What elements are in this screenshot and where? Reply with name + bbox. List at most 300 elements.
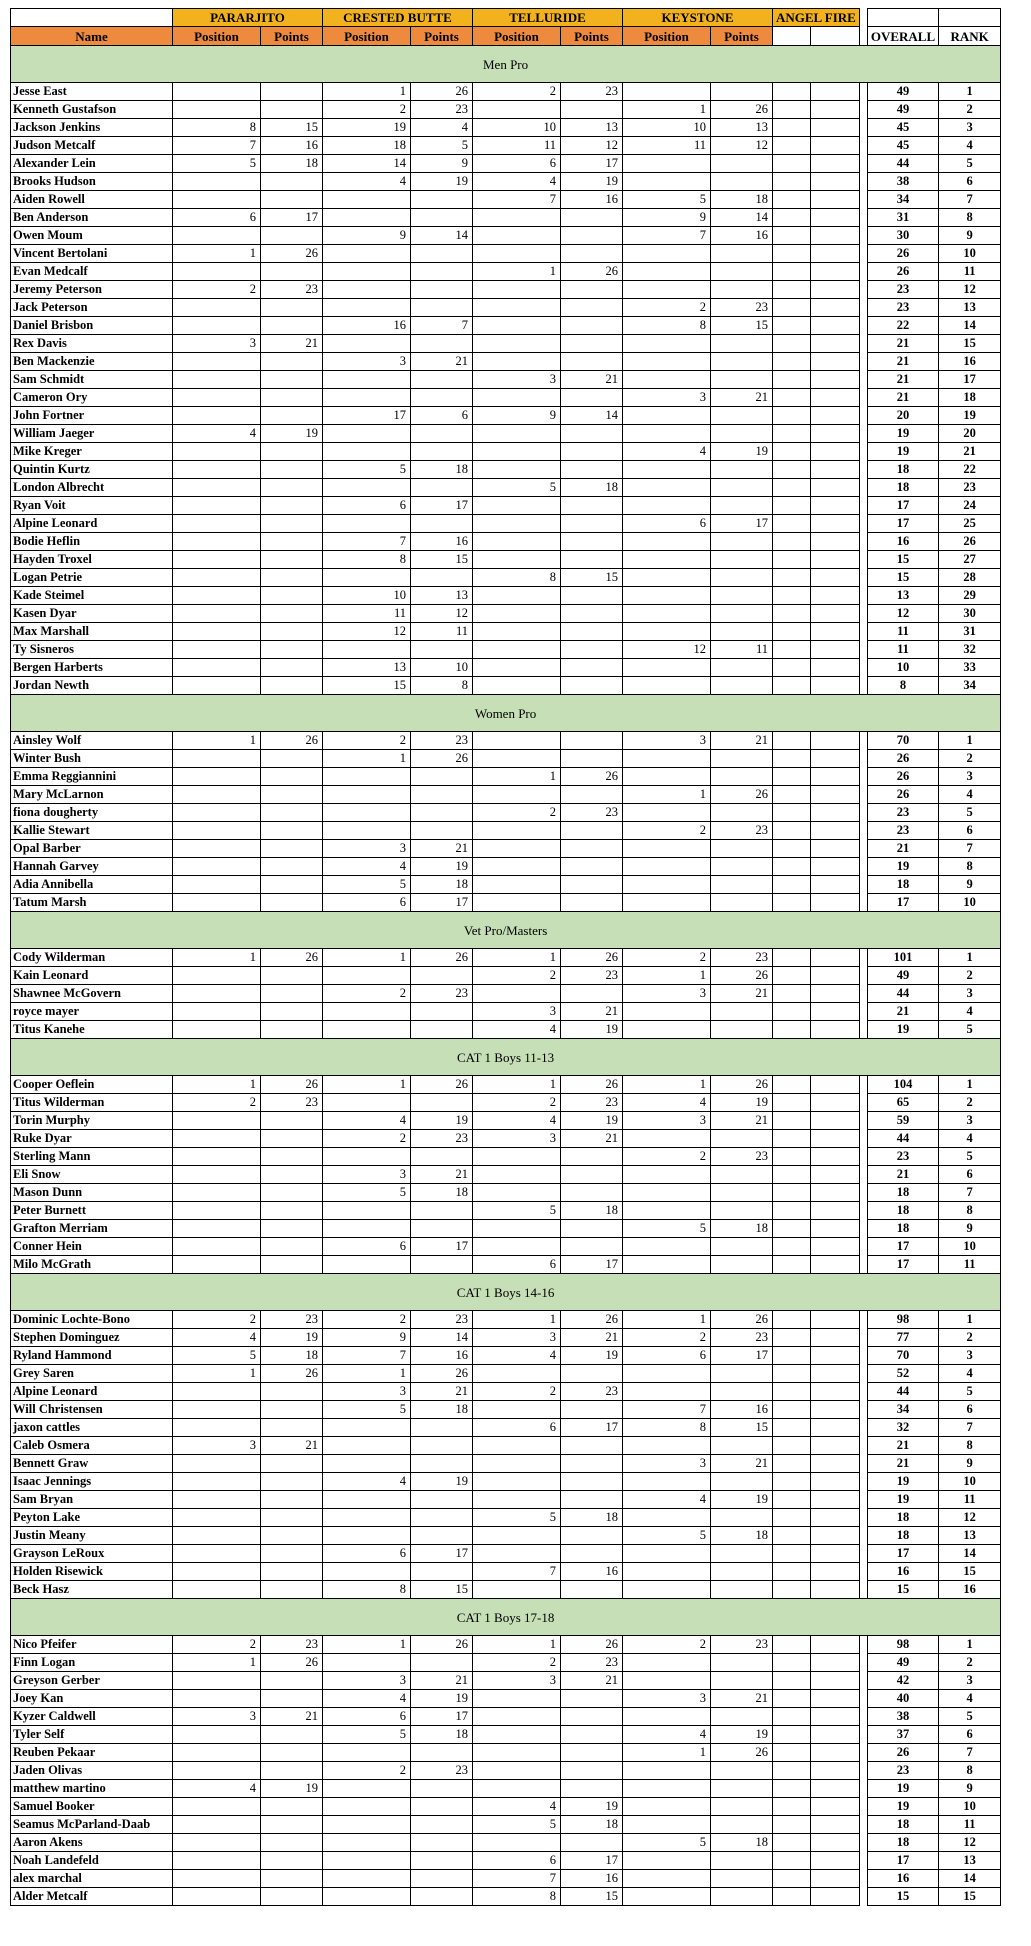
points-cell: 26 [711,967,773,985]
points-cell: 26 [561,1311,623,1329]
rider-name: Sam Bryan [11,1491,173,1509]
position-cell [773,1003,811,1021]
position-cell [323,768,411,786]
points-cell [411,515,473,533]
position-cell [173,1672,261,1690]
position-cell [773,786,811,804]
points-cell [261,1003,323,1021]
position-cell [473,587,561,605]
rank: 10 [939,245,1001,263]
rank: 8 [939,1202,1001,1220]
points-cell [261,858,323,876]
overall-points: 26 [867,750,938,768]
overall-points: 98 [867,1311,938,1329]
points-cell [811,1184,860,1202]
position-cell: 1 [473,949,561,967]
position-cell: 4 [623,1094,711,1112]
points-cell: 26 [261,732,323,750]
position-cell [773,389,811,407]
position-cell [773,1473,811,1491]
position-cell [773,191,811,209]
position-cell [773,623,811,641]
rank: 6 [939,822,1001,840]
position-cell: 5 [173,155,261,173]
position-cell: 19 [323,119,411,137]
points-cell [411,1509,473,1527]
points-cell [711,461,773,479]
position-cell [323,822,411,840]
points-cell [411,1744,473,1762]
position-cell: 15 [323,677,411,695]
position-cell: 11 [323,605,411,623]
overall-points: 8 [867,677,938,695]
table-row [11,1726,1001,1744]
points-cell [411,1094,473,1112]
points-cell [811,1852,860,1870]
spacer-cell [859,822,867,840]
rider-name: Nico Pfeifer [11,1636,173,1654]
table-row [11,173,1001,191]
position-cell [173,659,261,677]
position-cell [473,281,561,299]
position-cell [773,335,811,353]
points-cell: 14 [411,1329,473,1347]
points-cell [561,985,623,1003]
points-cell [811,443,860,461]
points-cell [261,353,323,371]
position-cell: 4 [173,425,261,443]
position-cell [173,407,261,425]
position-cell [323,371,411,389]
points-cell [261,623,323,641]
points-cell [811,425,860,443]
table-row [11,732,1001,750]
spacer-cell [859,335,867,353]
points-cell [561,677,623,695]
points-cell: 23 [561,967,623,985]
points-cell [811,1329,860,1347]
position-cell [173,1762,261,1780]
rider-name: Brooks Hudson [11,173,173,191]
points-cell [261,1690,323,1708]
points-cell: 5 [411,137,473,155]
position-cell: 6 [473,1852,561,1870]
position-cell [323,479,411,497]
position-cell [473,732,561,750]
position-cell: 12 [623,641,711,659]
position-cell [173,1112,261,1130]
position-cell [773,587,811,605]
points-cell [711,335,773,353]
rider-name: Max Marshall [11,623,173,641]
table-row [11,768,1001,786]
position-cell: 6 [473,1419,561,1437]
position-cell [623,623,711,641]
position-cell [323,515,411,533]
position-cell [473,1545,561,1563]
points-cell [411,191,473,209]
position-cell: 3 [623,1690,711,1708]
position-cell [173,263,261,281]
points-cell [711,569,773,587]
points-cell [711,371,773,389]
rider-name: Cody Wilderman [11,949,173,967]
overall-points: 20 [867,407,938,425]
points-cell [261,479,323,497]
spacer-cell [859,1744,867,1762]
rank: 8 [939,858,1001,876]
points-cell [711,768,773,786]
overall-points: 21 [867,389,938,407]
position-cell [773,1256,811,1274]
position-cell: 2 [173,1094,261,1112]
table-row [11,1852,1001,1870]
points-cell [811,1021,860,1039]
spacer-cell [859,479,867,497]
points-cell [711,677,773,695]
rider-name: Ty Sisneros [11,641,173,659]
table-row [11,281,1001,299]
position-cell [323,1094,411,1112]
position-cell: 1 [323,1636,411,1654]
table-row [11,137,1001,155]
table-row [11,587,1001,605]
position-cell [773,1419,811,1437]
rider-name: Kasen Dyar [11,605,173,623]
position-cell [773,732,811,750]
points-cell [261,551,323,569]
points-cell [411,371,473,389]
points-cell [261,317,323,335]
position-cell: 1 [473,1636,561,1654]
points-cell [561,1148,623,1166]
points-cell [261,443,323,461]
position-cell [623,1021,711,1039]
spacer-cell [859,1654,867,1672]
position-cell [173,605,261,623]
points-cell [411,1563,473,1581]
rider-name: Adia Annibella [11,876,173,894]
table-row [11,1780,1001,1798]
position-cell: 7 [473,1563,561,1581]
spacer-cell [859,263,867,281]
position-cell [773,1780,811,1798]
overall-points: 34 [867,1401,938,1419]
spacer-cell [859,1798,867,1816]
overall-points: 17 [867,1852,938,1870]
points-cell: 21 [261,1437,323,1455]
rider-name: John Fortner [11,407,173,425]
table-row [11,1383,1001,1401]
points-cell: 23 [561,83,623,101]
points-cell [261,677,323,695]
points-cell: 23 [261,1636,323,1654]
position-cell [173,1021,261,1039]
position-cell [773,1654,811,1672]
table-row [11,119,1001,137]
overall-points: 101 [867,949,938,967]
overall-points: 19 [867,1780,938,1798]
position-cell: 1 [173,1365,261,1383]
table-row [11,1238,1001,1256]
position-cell [773,479,811,497]
points-cell [261,1184,323,1202]
position-cell [623,1545,711,1563]
venue-telluride: TELLURIDE [473,9,623,27]
overall-points: 77 [867,1329,938,1347]
overall-points: 19 [867,1491,938,1509]
position-cell [623,1852,711,1870]
position-cell [173,1726,261,1744]
overall-points: 23 [867,1148,938,1166]
points-cell [811,1473,860,1491]
spacer-cell [859,1690,867,1708]
overall-points: 40 [867,1690,938,1708]
spacer-cell [859,1401,867,1419]
points-cell: 19 [711,1491,773,1509]
table-row [11,1003,1001,1021]
points-cell [561,1527,623,1545]
overall-points: 17 [867,1256,938,1274]
spacer-cell [859,876,867,894]
spacer-cell [859,768,867,786]
rider-name: Peter Burnett [11,1202,173,1220]
position-cell: 3 [623,732,711,750]
points-cell: 17 [411,1238,473,1256]
rank: 13 [939,1852,1001,1870]
points-cell [811,1166,860,1184]
position-cell [173,389,261,407]
position-cell [323,335,411,353]
overall-points: 19 [867,425,938,443]
position-cell: 1 [173,1076,261,1094]
venue-header-blank [11,9,173,27]
position-cell [623,1870,711,1888]
position-cell: 6 [173,209,261,227]
points-cell: 19 [411,173,473,191]
points-cell [711,1509,773,1527]
position-cell [773,1726,811,1744]
rank: 4 [939,1690,1001,1708]
position-cell: 4 [623,1726,711,1744]
rider-name: Kyzer Caldwell [11,1708,173,1726]
points-cell: 17 [261,209,323,227]
spacer-cell [859,1365,867,1383]
rank: 5 [939,1708,1001,1726]
category-header [11,1039,1001,1076]
points-cell [261,1581,323,1599]
spacer-cell [859,985,867,1003]
overall-points: 23 [867,299,938,317]
category-title: CAT 1 Boys 14-16 [11,1274,1001,1311]
overall-points: 21 [867,371,938,389]
points-cell [711,1852,773,1870]
points-cell [711,533,773,551]
points-cell: 23 [261,1094,323,1112]
position-cell [773,1130,811,1148]
points-cell [261,1256,323,1274]
position-cell: 2 [173,281,261,299]
points-cell [411,1888,473,1906]
position-cell [773,1347,811,1365]
position-cell [773,1636,811,1654]
position-cell: 2 [623,1329,711,1347]
rank: 19 [939,407,1001,425]
position-cell [473,894,561,912]
position-cell [473,1762,561,1780]
points-cell [811,209,860,227]
overall-points: 26 [867,263,938,281]
position-cell [623,281,711,299]
points-cell [561,587,623,605]
position-cell: 5 [323,1184,411,1202]
points-cell [711,858,773,876]
position-cell: 4 [323,1690,411,1708]
points-cell: 21 [711,732,773,750]
rider-name: Owen Moum [11,227,173,245]
points-cell [411,209,473,227]
table-row [11,533,1001,551]
position-cell [773,515,811,533]
rider-name: Kade Steimel [11,587,173,605]
rider-name: Judson Metcalf [11,137,173,155]
position-cell [623,840,711,858]
position-cell [473,1455,561,1473]
rider-name: Torin Murphy [11,1112,173,1130]
rider-name: Alexander Lein [11,155,173,173]
position-cell [473,461,561,479]
table-row [11,317,1001,335]
points-cell: 4 [411,119,473,137]
points-cell [261,1870,323,1888]
position-cell [173,750,261,768]
points-cell [261,461,323,479]
spacer-cell [859,587,867,605]
points-cell [711,894,773,912]
spacer-cell [859,353,867,371]
overall-points: 11 [867,623,938,641]
rider-name: Seamus McParland-Daab [11,1816,173,1834]
position-cell [773,1708,811,1726]
points-cell [711,605,773,623]
position-cell: 1 [473,1076,561,1094]
rider-name: royce mayer [11,1003,173,1021]
points-cell [811,732,860,750]
position-cell [773,209,811,227]
position-cell: 5 [323,1401,411,1419]
points-cell [261,1473,323,1491]
position-cell [773,1834,811,1852]
spacer-cell [859,1581,867,1599]
position-cell [773,317,811,335]
points-cell [561,732,623,750]
rank: 14 [939,317,1001,335]
points-cell [711,1798,773,1816]
points-cell [811,1220,860,1238]
points-cell [711,281,773,299]
points-cell [711,1003,773,1021]
points-cell [711,1563,773,1581]
overall-points: 26 [867,245,938,263]
position-cell: 6 [323,894,411,912]
position-cell [173,587,261,605]
rider-name: Peyton Lake [11,1509,173,1527]
points-cell [811,822,860,840]
points-cell [811,1401,860,1419]
table-row [11,1690,1001,1708]
rank: 33 [939,659,1001,677]
points-cell: 19 [561,1021,623,1039]
rider-name: jaxon cattles [11,1419,173,1437]
position-cell [173,967,261,985]
spacer-cell [859,281,867,299]
points-cell: 26 [711,1076,773,1094]
rank: 4 [939,1130,1001,1148]
spacer-cell [859,623,867,641]
points-cell [561,299,623,317]
overall-points: 44 [867,155,938,173]
overall-points: 30 [867,227,938,245]
position-cell: 4 [323,1112,411,1130]
points-cell [811,569,860,587]
rider-name: Ryland Hammond [11,1347,173,1365]
points-cell [711,1708,773,1726]
category-title: Women Pro [11,695,1001,732]
position-cell: 5 [173,1347,261,1365]
points-cell: 19 [411,1112,473,1130]
spacer-cell [859,245,867,263]
points-cell [811,1690,860,1708]
points-header: Points [261,27,323,46]
position-cell: 2 [323,101,411,119]
points-cell: 26 [711,1311,773,1329]
overall-points: 49 [867,1654,938,1672]
rank: 1 [939,1311,1001,1329]
points-cell [711,1762,773,1780]
position-cell [473,623,561,641]
points-cell [711,353,773,371]
points-cell: 18 [411,1726,473,1744]
points-cell [261,389,323,407]
position-cell: 2 [323,1130,411,1148]
points-cell [561,1708,623,1726]
position-cell [173,1256,261,1274]
position-cell [623,1509,711,1527]
points-cell [261,1419,323,1437]
position-cell [473,677,561,695]
rider-name: Logan Petrie [11,569,173,587]
points-cell [411,1437,473,1455]
points-cell: 17 [561,1256,623,1274]
points-cell [811,1437,860,1455]
position-cell [623,750,711,768]
points-cell [261,1202,323,1220]
position-cell [773,967,811,985]
overall-points: 23 [867,804,938,822]
points-cell [411,389,473,407]
table-row [11,1509,1001,1527]
points-cell [411,1780,473,1798]
rider-name: Bergen Harberts [11,659,173,677]
table-row [11,1455,1001,1473]
overall-points: 17 [867,1238,938,1256]
position-cell [173,677,261,695]
overall-points: 19 [867,443,938,461]
points-cell [411,299,473,317]
points-cell: 18 [411,876,473,894]
overall-points: 21 [867,1437,938,1455]
category-title: CAT 1 Boys 11-13 [11,1039,1001,1076]
